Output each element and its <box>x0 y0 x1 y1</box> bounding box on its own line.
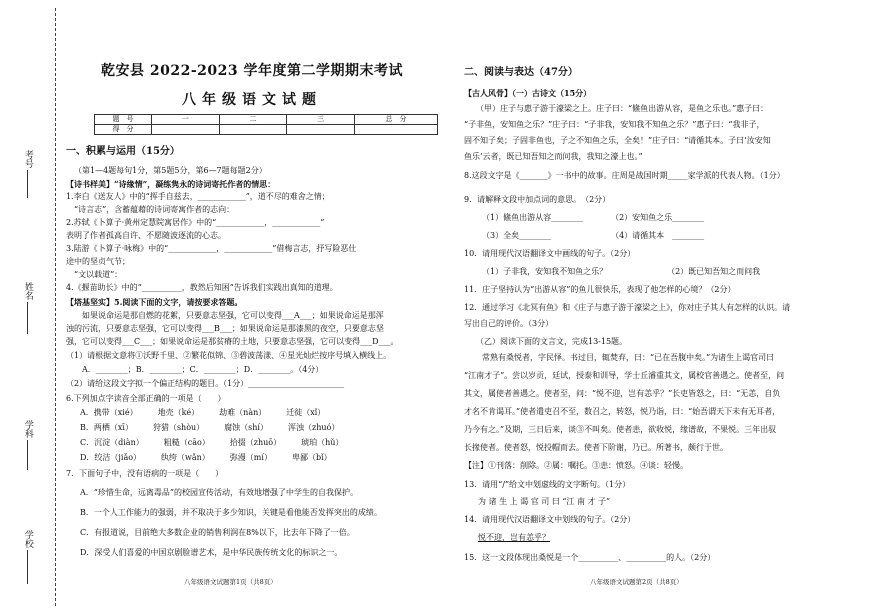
q13-text: 为 诸 生 上 谒 官 司 曰 “江 南 才 子” <box>478 497 611 506</box>
score-table-cell: 得 分 <box>95 125 152 135</box>
passage-line: 其文，属使者善遇之。使者至，问：“悦不迎，岂有恙乎？”长吏皆怒之，曰：“无恙，自负 <box>464 389 781 398</box>
text-line: “诗言志”，含蓄蕴藉的诗词寄寓作者的志向： <box>74 205 235 214</box>
name-label: 姓名 <box>22 282 33 300</box>
binding-dashed-line <box>55 8 56 606</box>
option-c: C．沉淀（diàn） 粗糙（cāo） 拾掇（zhuō） 琥珀（hǔ） <box>80 438 344 447</box>
score-input-cell[interactable] <box>287 125 355 135</box>
question-13: 13．请用“/”给文中划虚线的文字断句。（1分） <box>464 480 631 489</box>
text-line: 途中的坚贞气节； <box>66 257 130 266</box>
exam-number-line <box>27 170 28 198</box>
score-table-cell: 题 号 <box>95 115 152 125</box>
option-c: C．有报道说，目前绝大多数企业的销售利润在8%以下，比去年下降了一倍。 <box>80 528 355 537</box>
question-12: 12．通过学习《北冥有鱼》和《庄子与惠子游于濠梁之上》，你对庄子其人有怎样的认识。请 <box>464 303 791 312</box>
binding-margin <box>0 0 62 614</box>
passage-line: 长掾使者。使者怒，悦投帽而去。使者下阶谢，乃已。所著书，颇行于世。 <box>464 443 728 452</box>
page-footer: 八年级语文试题第2页（共8页） <box>590 578 683 586</box>
passage-line: 固不知子矣；子固非鱼也，子之不知鱼之乐，全矣！”庄子曰：“请循其本。子曰‘汝安知 <box>464 136 771 145</box>
score-table-header-row <box>95 115 438 125</box>
exam-number-field[interactable] <box>20 150 34 198</box>
score-input-cell[interactable] <box>219 125 287 135</box>
option-d: D．绞洁（jiǎo） 纨绔（wǎn） 弥漫（mí） 卑鄙（bǐ） <box>80 453 332 462</box>
passage-line: 乃今有之。”及期，三日后来，谈③不叫矣。使者恚，欲收悦，缘谱故，不果悦。三年出驭 <box>464 425 777 434</box>
text-line: A．________；B．________；C．________；D．________。（4分） <box>82 365 324 374</box>
question-15: 15．这一文段体现出桑悦是一个__________、__________的人。（2分） <box>464 553 716 562</box>
subject-label: 学科 <box>22 420 33 438</box>
question-3: 3.陆游《卜算子·咏梅》中的“____________，____________”借梅言志，抒写险恶仕 <box>66 244 357 253</box>
question-10: 10．请用现代汉语翻译文中画线的句子。（2分） <box>464 249 636 258</box>
name-line <box>27 302 28 334</box>
exam-subtitle: 八年级语文试题 <box>182 92 322 108</box>
passage-line: “江南才子”。尝以岁贡，廷试，授泰和训导，学士丘濬重其文，属校官善遇之。使者至，问 <box>464 371 785 380</box>
section-1-heading: 一、积累与运用（15分） <box>66 146 180 157</box>
text-line: 浊的污流，只要意志坚强，它可以变得___B___；如果说命运是那漆黑的夜空，只要意志坚 <box>66 324 384 333</box>
question-2: 2.苏轼《卜算子·黄州定慧院寓居作》中的“____________，____________” <box>66 218 325 227</box>
question-11: 11．庄子坚持认为“出游从容”的鱼儿很快乐，表现了他怎样的心境？（2分） <box>464 285 736 294</box>
subject-line <box>27 440 28 470</box>
passage-line: 常熟有桑悦者，字民怿。书过目，辄焚弃，曰：“已在吾腹中矣。”为诸生上谒官司曰 <box>482 353 775 362</box>
text-line: （第1—4题每句1分，第5题5分，第6—7题每题2分） <box>74 166 267 175</box>
text-line: 如果说命运是那自燃的花絮，只要意志坚强，它可以变得___A___；如果说命运是那浑 <box>82 311 384 320</box>
page-footer: 八年级语文试题第1页（共8页） <box>184 578 277 586</box>
option-a: A．携带（xié） 地壳（ké） 劫难（nàn） 迁徙（xǐ） <box>80 408 326 417</box>
q10-sentences: （1）子非我，安知我不知鱼之乐？ （2）既已知吾知之而问我 <box>482 267 761 276</box>
school-label: 学校 <box>22 530 33 548</box>
exam-title: 乾安县 2022-2023 学年度第二学期期末考试 <box>101 63 403 79</box>
q9-items-row1: （1）鯈鱼出游从容________ （2）安知鱼之乐________ <box>482 213 705 222</box>
question-8: 8.这段文字是《_______》一书中的故事。庄周是战国时期_____家学派的代表人物。（1分） <box>464 171 785 180</box>
score-input-cell[interactable] <box>152 125 220 135</box>
score-table <box>94 114 438 135</box>
score-input-cell[interactable] <box>355 125 438 135</box>
score-table-cell: 总 分 <box>355 115 438 125</box>
score-table-score-row <box>95 125 438 135</box>
question-1: 1.李白《送友人》中的“挥手自兹去，____________”，道不尽的难舍之情； <box>66 192 330 201</box>
passage-line: “子非鱼，安知鱼之乐？”庄子曰：“子非我，安知我不知鱼之乐？”惠子曰：“我非子， <box>464 120 765 129</box>
score-table-cell: 二 <box>219 115 287 125</box>
text-line: 强，它可以变得___C___；如果说命运是那贫瘠的土地，只要意志坚强，它可以变得___D___。 <box>66 337 399 346</box>
subsection-heading: 【古人风骨】（一）古诗文（15分） <box>464 88 592 98</box>
question-4: 4.《揠苗助长》中的“__________，教然后知困”告诉我们实践出真知的道理。 <box>66 283 338 292</box>
exam-number-label: 考号 <box>22 150 33 168</box>
subject-field[interactable] <box>20 420 34 470</box>
q14-sentence: 悦不迎，岂有恙乎？ <box>478 533 550 542</box>
option-b: B．两栖（xī） 狩猎（shòu） 腐蚀（shí） 浑浊（zhuó） <box>80 423 340 432</box>
text-line: 写出自己的评价。（3分） <box>464 319 554 328</box>
question-9: 9．请解释文段中加点词的意思。 （2分） <box>464 195 611 204</box>
text-line: （1）请根据文意将①沃野千里、②繁花似锦、③碧波荡漾、④星光灿烂按序号填入横线上。 <box>66 351 392 360</box>
option-a: A．“珍惜生命，远离毒品”的校园宣传活动，有效地增强了中学生的自我保护。 <box>80 488 358 497</box>
score-table-cell: 一 <box>152 115 220 125</box>
passage-line: 才名不肯谒耳。”使者遣吏召不至，数召之，转怒，悦乃诣，曰：“始吾谓天下未有无耳者， <box>464 407 781 416</box>
question-7: 7．下面句子中，没有语病的一项是（ ） <box>66 469 224 478</box>
notes-line: 【注】①刊落：削除。②属：嘱托。③恚：愤怒。④谈：轻慢。 <box>464 461 688 470</box>
passage-intro: （乙）阅读下面的文言文，完成13-15题。 <box>476 337 628 346</box>
question-6: 6.下列加点字读音全部正确的一项是（ ） <box>66 394 226 403</box>
question-14: 14．请用现代汉语翻译文中划线的句子。（2分） <box>464 515 636 524</box>
option-b: B．一个人工作能力的强弱，并不取决于多少知识，关键是看他能否发挥突出的成绩。 <box>80 508 382 517</box>
score-table-cell: 三 <box>287 115 355 125</box>
section-2-heading: 二、阅读与表达（47分） <box>464 67 578 78</box>
school-field[interactable] <box>20 530 34 584</box>
option-d: D．深受人们喜爱的中国京剧脸谱艺术，是中华民族传统文化的标识之一。 <box>80 548 343 557</box>
q9-items-row2: （3）全矣________ （4）请循其本 ________ <box>482 231 705 240</box>
school-line <box>27 550 28 584</box>
text-line: “文以载道”： <box>74 270 123 279</box>
text-line: 表明了作者孤高自许、不愿随波逐流的心志。 <box>66 231 226 240</box>
text-line: 【诗书样美】“诗缘情”，凝练隽永的诗词寄托作者的情思： <box>66 179 276 189</box>
text-line: （2）请给这段文字拟一个偏正结构的题目。（1分）________________________ <box>66 379 345 388</box>
name-field[interactable] <box>20 282 34 334</box>
passage-line: 鱼乐’云者，既已知吾知之而问我，我知之濠上也。” <box>464 152 643 161</box>
passage-line: （甲）庄子与惠子游于濠梁之上。庄子曰：“鯈鱼出游从容，是鱼之乐也。”惠子曰： <box>476 104 769 113</box>
question-5: 【塔基坚实】5.阅读下面的文字，请按要求答题。 <box>66 297 243 307</box>
